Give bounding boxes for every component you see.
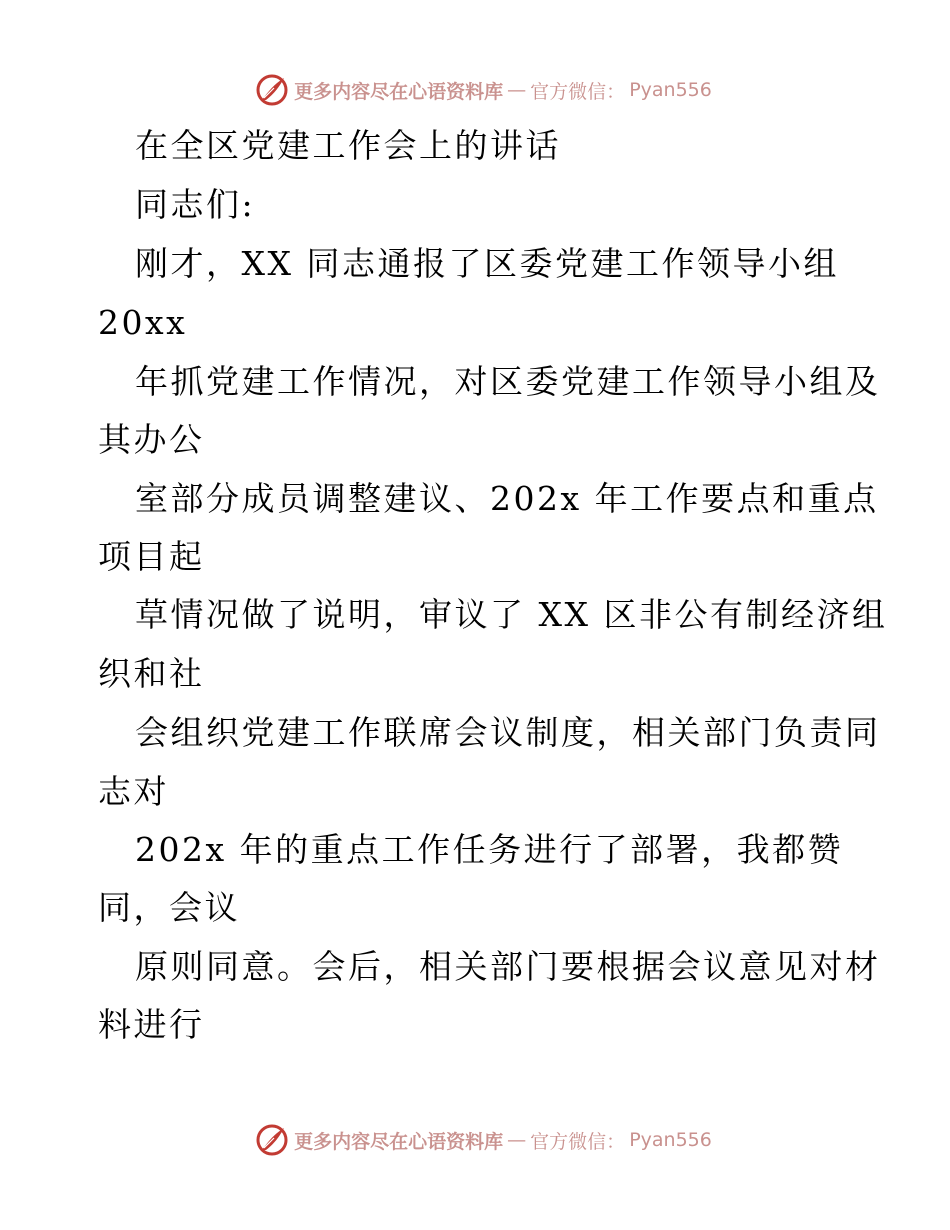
paragraph-line: 20xx xyxy=(98,303,188,342)
banner-wechat-handle: Pyan556 xyxy=(629,79,712,101)
paragraph-line: 草情况做了说明，审议了 XX 区非公有制经济组 xyxy=(135,595,888,634)
paragraph-line: 会组织党建工作联席会议制度，相关部门负责同 xyxy=(135,713,881,752)
banner-wechat-label: 官方微信： xyxy=(530,80,626,103)
document-title: 在全区党建工作会上的讲话 xyxy=(135,126,561,165)
paragraph-line: 原则同意。会后，相关部门要根据会议意见对材 xyxy=(135,947,881,986)
paragraph-line: 202x 年的重点工作任务进行了部署，我都赞 xyxy=(135,830,844,869)
banner-wechat-handle: Pyan556 xyxy=(629,1129,712,1151)
footer-banner xyxy=(0,1120,950,1160)
paragraph-line: 刚才，XX 同志通报了区委党建工作领导小组 xyxy=(135,244,839,283)
paragraph-line: 室部分成员调整建议、202x 年工作要点和重点 xyxy=(135,479,879,518)
banner-main-text: 更多内容尽在心语资料库 xyxy=(294,1130,504,1153)
quill-pen-icon xyxy=(254,1122,290,1158)
banner-main-text: 更多内容尽在心语资料库 xyxy=(294,80,504,103)
quill-pen-icon xyxy=(254,72,290,108)
paragraph-line: 其办公 xyxy=(98,420,205,459)
paragraph-line: 同，会议 xyxy=(98,888,240,927)
paragraph-line: 志对 xyxy=(98,772,169,811)
banner-dash: — xyxy=(507,79,527,101)
banner-content xyxy=(254,72,712,108)
paragraph-line: 项目起 xyxy=(98,537,205,576)
header-banner xyxy=(0,70,950,110)
paragraph-line: 年抓党建工作情况，对区委党建工作领导小组及 xyxy=(135,362,881,401)
paragraph-line: 织和社 xyxy=(98,654,205,693)
banner-dash: — xyxy=(507,1129,527,1151)
banner-wechat-label: 官方微信： xyxy=(530,1130,626,1153)
salutation: 同志们: xyxy=(135,185,256,224)
banner-content xyxy=(254,1122,712,1158)
paragraph-line: 料进行 xyxy=(98,1005,205,1044)
